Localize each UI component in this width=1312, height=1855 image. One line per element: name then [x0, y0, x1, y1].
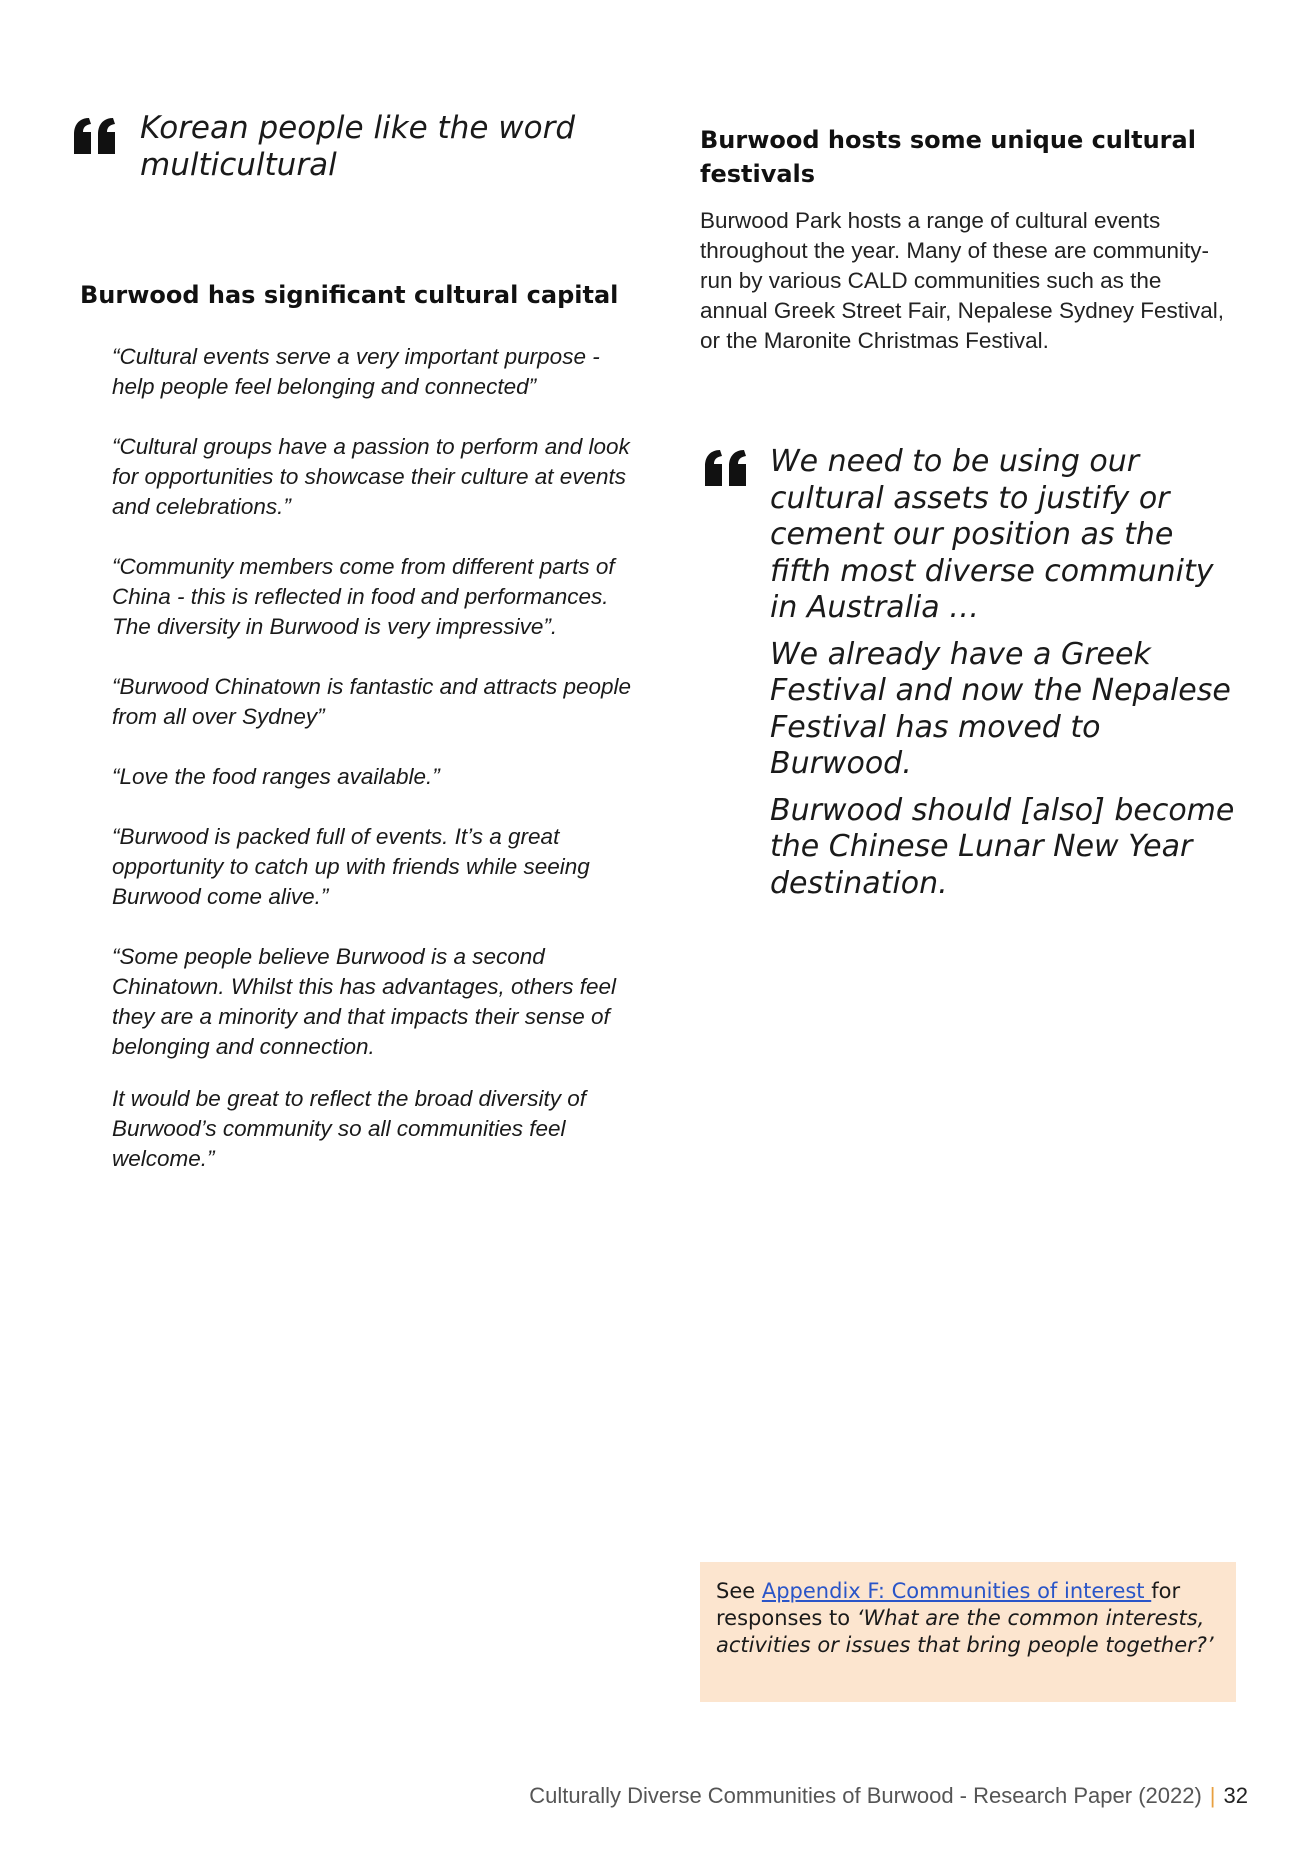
community-quote: “Cultural groups have a passion to perform and look for opportunities to showcase their culture at events and celebrations.”: [112, 434, 630, 519]
callout-middle: for responses to: [716, 1579, 1181, 1630]
festivals-body: Burwood Park hosts a range of cultural events throughout the year. Many of these are community-run by various CALD communities such as the annual Greek Street Fair, Nepalese Sydney Festival, or the Maronite Christmas Festival.: [700, 208, 1225, 353]
footer-separator: |: [1209, 1783, 1216, 1808]
appendix-callout: [700, 1562, 1236, 1702]
left-pull-quote-line: multicultural: [140, 147, 337, 183]
right-pull-quote-paragraph: Burwood should [also] become the Chinese Lunar New Year destination.: [770, 792, 1235, 901]
quote-mark-icon: [72, 116, 118, 156]
footer-title: Culturally Diverse Communities of Burwood - Research Paper (2022): [529, 1783, 1202, 1808]
left-pull-quote: [140, 110, 600, 184]
right-pull-quote: [770, 444, 1240, 902]
community-quote: “Some people believe Burwood is a second Chinatown. Whilst this has advantages, others feel they are a minority and that impacts their sense of belonging and connection.: [112, 944, 617, 1059]
right-pull-quote-paragraph: We already have a Greek Festival and now the Nepalese Festival has moved to Burwood.: [770, 636, 1231, 781]
page-footer: [529, 1783, 1248, 1809]
community-quote: “Burwood is packed full of events. It’s a great opportunity to catch up with friends while seeing Burwood come alive.”: [112, 824, 590, 909]
cultural-capital-heading: Burwood has significant cultural capital: [80, 281, 619, 309]
community-quote: “Love the food ranges available.”: [112, 764, 440, 789]
community-quote: “Burwood Chinatown is fantastic and attracts people from all over Sydney”: [112, 674, 632, 729]
left-pull-quote-line: Korean people like the word: [140, 110, 576, 146]
community-quote: It would be great to reflect the broad diversity of Burwood’s community so all communities feel welcome.”: [112, 1086, 587, 1171]
community-quotes-list: [112, 342, 632, 1204]
callout-prefix: See: [716, 1579, 762, 1603]
callout-question: ‘What are the common interests, activities or issues that bring people together?’: [716, 1606, 1214, 1657]
right-pull-quote-paragraph: We need to be using our cultural assets to justify or cement our position as the fifth most diverse community in Australia …: [770, 444, 1214, 625]
community-quote: “Community members come from different parts of China - this is reflected in food and performances. The diversity in Burwood is very impressive”.: [112, 554, 615, 639]
appendix-f-link[interactable]: Appendix F: Communities of interest: [761, 1579, 1152, 1603]
page-number: 32: [1223, 1783, 1248, 1808]
quote-mark-icon: [703, 448, 749, 488]
community-quote: “Cultural events serve a very important purpose - help people feel belonging and connected”: [112, 344, 600, 399]
festivals-heading: Burwood hosts some unique cultural festivals: [700, 126, 1196, 188]
